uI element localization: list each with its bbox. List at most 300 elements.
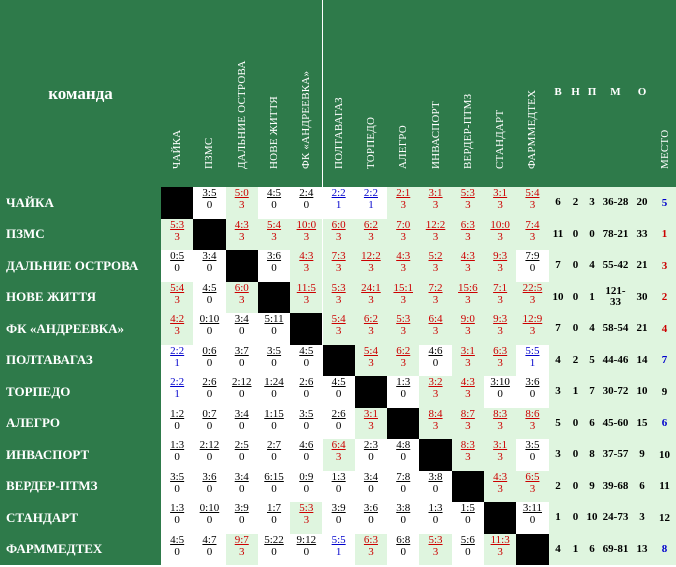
team-column-header-label: ЧАЙКА xyxy=(171,129,184,169)
place-value: 9 xyxy=(661,385,668,398)
team-row-name xyxy=(0,408,161,440)
place-value: 6 xyxy=(661,417,668,430)
team-row-name xyxy=(0,345,161,377)
self-match-cell xyxy=(161,187,193,219)
match-score-cell xyxy=(484,376,516,408)
place-cell xyxy=(653,502,676,534)
match-score-cell xyxy=(387,376,419,408)
match-points: 3 xyxy=(465,356,471,369)
stat-m xyxy=(600,250,631,282)
match-points: 0 xyxy=(400,514,406,526)
match-points: 3 xyxy=(303,293,310,306)
stat-p xyxy=(631,502,653,534)
match-score-cell xyxy=(387,439,419,471)
match-points: 3 xyxy=(529,419,536,432)
match-score: 3:6 xyxy=(525,376,540,388)
match-points: 3 xyxy=(400,230,406,243)
match-points: 3 xyxy=(497,419,503,432)
match-score: 3:4 xyxy=(234,470,249,483)
match-score: 6:0 xyxy=(331,218,346,231)
match-score-cell xyxy=(290,250,322,282)
stat-d xyxy=(567,471,584,503)
team-row-name xyxy=(0,313,161,345)
match-score-cell xyxy=(452,282,484,314)
match-score: 3:4 xyxy=(234,313,249,325)
match-score-cell xyxy=(290,282,322,314)
stat-value-m: 58-54 xyxy=(602,322,629,335)
match-points: 0 xyxy=(238,482,245,495)
match-points: 0 xyxy=(206,325,213,337)
match-score-cell xyxy=(452,439,484,471)
match-points: 0 xyxy=(206,356,213,369)
match-score-cell xyxy=(193,408,225,440)
match-score: 8:3 xyxy=(493,407,508,420)
match-score-cell xyxy=(387,313,419,345)
match-score: 9:12 xyxy=(296,533,317,546)
match-score: 7:2 xyxy=(428,281,443,294)
match-points: 3 xyxy=(497,293,503,306)
stat-m xyxy=(600,376,631,408)
match-score: 5:22 xyxy=(264,533,284,546)
stat-l xyxy=(584,502,600,534)
stat-l xyxy=(584,282,600,314)
match-points: 0 xyxy=(271,199,277,211)
match-score: 2:2 xyxy=(170,344,185,357)
match-score-cell xyxy=(387,534,419,566)
match-score: 6:2 xyxy=(396,344,411,357)
team-column-header-label: ВЕРДЕР-ПТМЗ xyxy=(461,93,474,169)
match-points: 0 xyxy=(174,262,180,274)
stat-value-d: 0 xyxy=(572,259,579,272)
match-score: 9:0 xyxy=(460,313,475,325)
match-score-cell xyxy=(355,187,387,219)
match-score: 5:5 xyxy=(525,344,540,357)
stat-value-d: 2 xyxy=(572,196,579,209)
match-score-cell xyxy=(484,187,516,219)
match-score-cell xyxy=(290,534,322,566)
match-points: 0 xyxy=(238,356,245,369)
match-score-cell xyxy=(258,408,290,440)
match-points: 0 xyxy=(368,514,374,526)
place-value: 8 xyxy=(661,543,668,556)
match-points: 3 xyxy=(368,545,374,558)
match-score: 4:5 xyxy=(331,376,346,388)
self-match-cell xyxy=(419,439,451,471)
match-score-cell xyxy=(323,471,355,503)
match-points: 3 xyxy=(400,199,406,211)
team-row-label: ВЕРДЕР-ПТМЗ xyxy=(6,478,98,494)
team-row-label: ПОЛТАВАГАЗ xyxy=(6,352,93,368)
stat-l xyxy=(584,471,600,503)
match-score: 6:2 xyxy=(363,313,378,325)
match-score-cell xyxy=(258,187,290,219)
match-score-cell xyxy=(452,502,484,534)
match-points: 0 xyxy=(400,388,406,400)
match-points: 3 xyxy=(465,325,471,337)
team-column-header-10 xyxy=(452,0,484,187)
match-score-cell xyxy=(484,345,516,377)
stat-value-l: 9 xyxy=(589,479,595,492)
stat-d xyxy=(567,534,584,566)
team-row-name xyxy=(0,439,161,471)
stat-value-d: 0 xyxy=(572,448,579,461)
place-column-header xyxy=(653,0,676,187)
place-cell xyxy=(653,534,676,566)
place-cell xyxy=(653,313,676,345)
place-value: 1 xyxy=(661,228,668,241)
stat-d xyxy=(567,502,584,534)
match-score-cell xyxy=(452,345,484,377)
match-points: 0 xyxy=(497,388,503,400)
match-points: 3 xyxy=(432,293,439,306)
match-score: 0:9 xyxy=(299,470,314,483)
match-score-cell xyxy=(323,219,355,251)
match-score: 6:5 xyxy=(525,470,540,483)
match-points: 3 xyxy=(238,545,245,558)
match-score: 3:1 xyxy=(493,187,508,199)
match-score: 1:3 xyxy=(428,502,443,514)
match-score: 8:3 xyxy=(460,439,475,451)
match-points: 3 xyxy=(529,230,536,243)
match-score: 1:3 xyxy=(170,439,185,451)
match-score-cell xyxy=(161,408,193,440)
stat-value-l: 7 xyxy=(589,385,595,398)
match-score-cell xyxy=(516,250,548,282)
place-value: 7 xyxy=(661,354,668,367)
match-points: 0 xyxy=(271,514,277,526)
match-points: 3 xyxy=(400,325,406,337)
match-score: 5:3 xyxy=(299,502,314,514)
match-points: 0 xyxy=(303,388,310,400)
match-score: 3:8 xyxy=(428,470,443,483)
stat-w xyxy=(549,219,567,251)
match-score-cell xyxy=(387,282,419,314)
match-score: 2:12 xyxy=(199,439,220,451)
stat-value-p: 14 xyxy=(636,353,648,366)
match-score: 2:2 xyxy=(363,187,378,199)
match-score: 5:3 xyxy=(396,313,411,325)
stat-d xyxy=(567,345,584,377)
stat-value-w: 4 xyxy=(555,542,561,555)
match-score-cell xyxy=(161,439,193,471)
match-score: 9:3 xyxy=(493,313,508,325)
match-points: 3 xyxy=(465,199,471,211)
match-points: 0 xyxy=(335,388,342,400)
match-score: 6:4 xyxy=(331,439,346,451)
stat-value-d: 2 xyxy=(572,353,579,366)
match-points: 1 xyxy=(335,199,342,211)
stat-value-m: 36-28 xyxy=(602,196,629,209)
self-match-cell xyxy=(226,250,258,282)
match-score-cell xyxy=(452,250,484,282)
match-score-cell xyxy=(226,345,258,377)
match-score: 5:6 xyxy=(460,533,475,546)
match-points: 3 xyxy=(465,388,471,400)
stat-p xyxy=(631,376,653,408)
stat-value-w: 3 xyxy=(555,448,561,461)
match-score-cell xyxy=(193,376,225,408)
team-row-name xyxy=(0,471,161,503)
match-score-cell xyxy=(290,376,322,408)
match-score-cell xyxy=(355,313,387,345)
match-score: 2:4 xyxy=(299,187,314,199)
team-row-name xyxy=(0,250,161,282)
match-points: 3 xyxy=(400,293,406,306)
match-score-cell xyxy=(290,439,322,471)
match-score-cell xyxy=(193,439,225,471)
match-score: 0:10 xyxy=(199,313,220,325)
match-points: 0 xyxy=(271,451,277,463)
match-score-cell xyxy=(355,282,387,314)
stat-value-m: 24-73 xyxy=(602,511,629,524)
match-score: 2:1 xyxy=(396,187,411,199)
match-points: 0 xyxy=(335,514,342,526)
match-score-cell xyxy=(452,376,484,408)
match-score: 3:6 xyxy=(202,470,217,483)
match-score-cell xyxy=(516,282,548,314)
team-column-header-8 xyxy=(387,0,419,187)
match-points: 3 xyxy=(174,293,180,306)
match-points: 0 xyxy=(271,419,277,432)
match-score: 7:4 xyxy=(525,218,540,231)
match-score: 5:4 xyxy=(363,344,378,357)
match-points: 3 xyxy=(400,262,406,274)
match-points: 0 xyxy=(271,388,277,400)
match-points: 0 xyxy=(206,482,213,495)
team-row-label: ДАЛЬНИЕ ОСТРОВА xyxy=(6,257,139,273)
stat-l xyxy=(584,313,600,345)
match-score: 1:2 xyxy=(170,407,185,420)
match-points: 3 xyxy=(432,419,439,432)
match-points: 3 xyxy=(303,230,310,243)
match-score: 3:1 xyxy=(493,439,508,451)
stat-m xyxy=(600,187,631,219)
team-row-name xyxy=(0,219,161,251)
match-points: 3 xyxy=(303,514,310,526)
match-score: 3:2 xyxy=(428,376,443,388)
stat-p xyxy=(631,187,653,219)
match-score: 3:6 xyxy=(363,502,378,514)
stat-value-m: 55-42 xyxy=(602,259,629,272)
match-score: 4:5 xyxy=(299,344,314,357)
match-score: 4:5 xyxy=(202,281,217,294)
stat-w xyxy=(549,313,567,345)
match-score-cell xyxy=(419,345,451,377)
team-column-label: команда xyxy=(48,83,113,103)
stat-value-m: 37-57 xyxy=(602,448,629,461)
stat-value-w: 4 xyxy=(555,353,561,366)
match-points: 0 xyxy=(206,293,213,306)
self-match-cell xyxy=(290,313,322,345)
match-score-cell xyxy=(452,313,484,345)
stat-header-label: Н xyxy=(571,86,580,98)
stat-w xyxy=(549,250,567,282)
place-column-label: МЕСТО xyxy=(658,129,671,169)
match-score: 11:3 xyxy=(490,533,510,546)
match-score: 2:6 xyxy=(299,376,314,388)
match-score-cell xyxy=(290,187,322,219)
match-points: 0 xyxy=(465,545,471,558)
stat-p xyxy=(631,439,653,471)
match-score: 6:8 xyxy=(396,533,411,546)
stat-m xyxy=(600,534,631,566)
match-score: 6:4 xyxy=(428,313,443,325)
match-points: 0 xyxy=(400,482,406,495)
stat-value-w: 2 xyxy=(555,479,561,492)
match-score-cell xyxy=(258,439,290,471)
match-score-cell xyxy=(226,282,258,314)
team-row-label: ФАРММЕДТЕХ xyxy=(6,541,103,557)
stat-m xyxy=(600,408,631,440)
match-score: 3:4 xyxy=(234,407,249,420)
place-cell xyxy=(653,439,676,471)
match-score: 12:9 xyxy=(522,313,543,325)
match-score: 5:4 xyxy=(525,187,540,199)
match-score-cell xyxy=(419,408,451,440)
team-column-header-label: ИНВАСПОРТ xyxy=(429,101,442,169)
match-points: 0 xyxy=(303,419,310,432)
match-score-cell xyxy=(387,345,419,377)
match-points: 3 xyxy=(335,230,342,243)
match-score-cell xyxy=(161,345,193,377)
match-score: 5:2 xyxy=(428,250,443,262)
team-row-name xyxy=(0,534,161,566)
match-score-cell xyxy=(323,376,355,408)
match-score-cell xyxy=(419,534,451,566)
stat-header-0 xyxy=(549,0,567,187)
match-points: 0 xyxy=(174,482,180,495)
stat-value-m: 121-33 xyxy=(605,285,626,309)
stat-value-p: 3 xyxy=(639,511,645,524)
stat-p xyxy=(631,313,653,345)
match-score-cell xyxy=(258,534,290,566)
match-score-cell xyxy=(516,187,548,219)
match-score: 5:4 xyxy=(170,281,185,294)
match-points: 0 xyxy=(238,514,245,526)
match-score-cell xyxy=(419,313,451,345)
match-score-cell xyxy=(258,376,290,408)
match-points: 3 xyxy=(497,482,503,495)
stat-l xyxy=(584,439,600,471)
stat-w xyxy=(549,345,567,377)
place-cell xyxy=(653,219,676,251)
stat-value-l: 6 xyxy=(589,416,595,429)
stat-value-p: 13 xyxy=(636,542,648,555)
stat-p xyxy=(631,408,653,440)
match-score: 4:5 xyxy=(267,187,282,199)
match-score-cell xyxy=(484,282,516,314)
match-score-cell xyxy=(516,439,548,471)
match-points: 3 xyxy=(174,325,180,337)
match-points: 0 xyxy=(238,325,245,337)
match-points: 3 xyxy=(465,230,471,243)
team-column-header-9 xyxy=(419,0,451,187)
team-row-label: ЧАЙКА xyxy=(6,194,54,210)
stat-value-l: 3 xyxy=(589,196,595,209)
stat-m xyxy=(600,219,631,251)
place-cell xyxy=(653,250,676,282)
match-score-cell xyxy=(226,219,258,251)
stat-header-label: О xyxy=(637,86,647,98)
match-points: 3 xyxy=(432,262,439,274)
match-points: 3 xyxy=(271,230,277,243)
match-score: 4:3 xyxy=(460,250,475,262)
match-score: 3:4 xyxy=(202,250,217,262)
match-points: 3 xyxy=(368,262,374,274)
match-score: 3:5 xyxy=(202,187,217,199)
stat-value-p: 9 xyxy=(639,448,645,461)
match-points: 0 xyxy=(206,388,213,400)
team-column-header-label: ДАЛЬНИЕ ОСТРОВА xyxy=(235,60,248,169)
match-points: 3 xyxy=(529,325,536,337)
match-score-cell xyxy=(193,345,225,377)
stat-value-d: 0 xyxy=(572,227,579,240)
stat-l xyxy=(584,345,600,377)
match-points: 0 xyxy=(432,356,439,369)
match-score-cell xyxy=(193,502,225,534)
match-score-cell xyxy=(419,471,451,503)
match-score: 1:15 xyxy=(264,407,284,420)
match-points: 0 xyxy=(206,262,213,274)
match-score: 3:1 xyxy=(460,344,475,357)
match-points: 0 xyxy=(432,514,439,526)
stat-value-p: 21 xyxy=(636,259,648,272)
match-score: 3:6 xyxy=(267,250,282,262)
match-points: 3 xyxy=(465,293,471,306)
match-points: 0 xyxy=(206,419,213,432)
match-score: 22:5 xyxy=(522,281,543,294)
stat-value-d: 1 xyxy=(572,542,579,555)
team-column-header-label: СТАНДАРТ xyxy=(494,109,507,169)
team-column-header-label: НОВЕ ЖИТТЯ xyxy=(268,96,281,169)
match-score: 8:6 xyxy=(525,407,540,420)
match-score: 2:6 xyxy=(202,376,217,388)
match-score-cell xyxy=(193,250,225,282)
match-score: 2:7 xyxy=(267,439,282,451)
stat-l xyxy=(584,250,600,282)
match-score: 15:6 xyxy=(458,281,478,294)
match-score-cell xyxy=(419,282,451,314)
match-score-cell xyxy=(226,313,258,345)
match-score: 4:3 xyxy=(234,218,249,231)
team-row-name xyxy=(0,187,161,219)
match-points: 3 xyxy=(432,325,439,337)
match-points: 3 xyxy=(529,199,536,211)
match-score: 1:3 xyxy=(170,502,185,514)
stat-m xyxy=(600,282,631,314)
stat-value-m: 45-60 xyxy=(602,416,629,429)
match-score: 3:1 xyxy=(428,187,443,199)
match-score-cell xyxy=(355,502,387,534)
match-score: 1:5 xyxy=(460,502,475,514)
match-score-cell xyxy=(258,313,290,345)
team-row-label: НОВЕ ЖИТТЯ xyxy=(6,289,97,305)
match-score-cell xyxy=(226,376,258,408)
match-score-cell xyxy=(452,408,484,440)
match-score: 4:3 xyxy=(460,376,475,388)
stat-p xyxy=(631,219,653,251)
match-score: 6:2 xyxy=(363,218,378,231)
match-score: 4:3 xyxy=(396,250,411,262)
stat-header-label: В xyxy=(554,86,562,98)
place-value: 10 xyxy=(659,448,670,461)
match-points: 0 xyxy=(335,482,342,495)
match-points: 3 xyxy=(303,262,310,274)
self-match-cell xyxy=(452,471,484,503)
match-score: 10:0 xyxy=(296,218,317,231)
match-score-cell xyxy=(516,345,548,377)
match-points: 0 xyxy=(271,356,277,369)
